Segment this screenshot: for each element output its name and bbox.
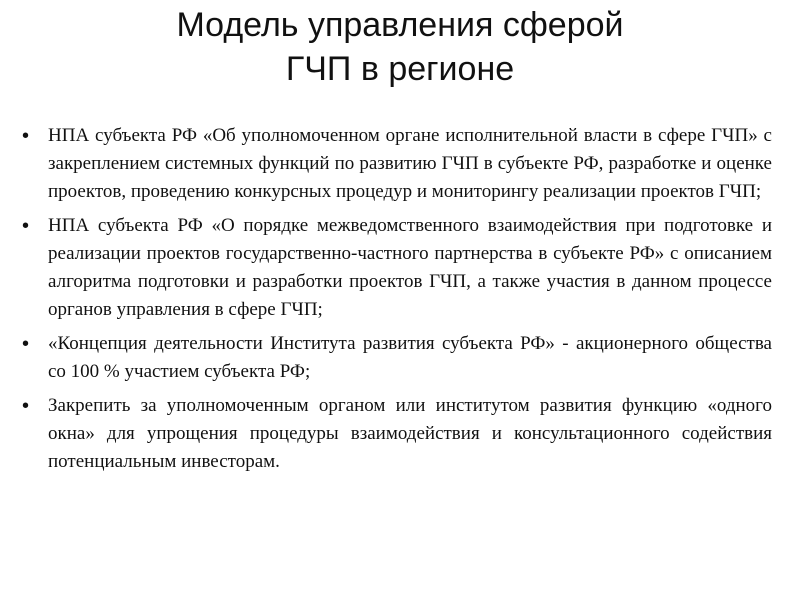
slide-title-line-2: ГЧП в регионе (285, 50, 515, 88)
bullet-item (22, 212, 772, 324)
bullet-dot-icon: • (22, 333, 30, 355)
slide-title (0, 3, 800, 91)
bullet-dot-icon: • (22, 125, 30, 147)
bullet-item (22, 330, 772, 386)
bullet-dot-icon: • (22, 395, 30, 417)
bullet-dot-icon: • (22, 215, 30, 237)
bullet-item (22, 122, 772, 206)
bullet-list (22, 122, 772, 482)
bullet-text: НПА субъекта РФ «О порядке межведомственного взаимодействия при подготовке и реализации проектов государственно-частного партнерства в субъекте РФ» с описанием алгоритма подготовки и разработки проектов ГЧП, а также участия в данном процессе органов управления в сфере ГЧП; (48, 215, 772, 320)
bullet-item (22, 392, 772, 476)
slide-title-line-1: Модель управления сферой (176, 6, 624, 44)
bullet-text: «Концепция деятельности Института развития субъекта РФ» - акционерного общества со 100 % участием субъекта РФ; (48, 333, 772, 382)
bullet-text: НПА субъекта РФ «Об уполномоченном органе исполнительной власти в сфере ГЧП» с закреплением системных функций по развитию ГЧП в субъекте РФ, разработке и оценке проектов, проведению конкурсных процедур и мониторингу реализации проектов ГЧП; (48, 125, 772, 202)
bullet-text: Закрепить за уполномоченным органом или институтом развития функцию «одного окна» для упрощения процедуры взаимодействия и консультационного содействия потенциальным инвесторам. (48, 395, 772, 472)
